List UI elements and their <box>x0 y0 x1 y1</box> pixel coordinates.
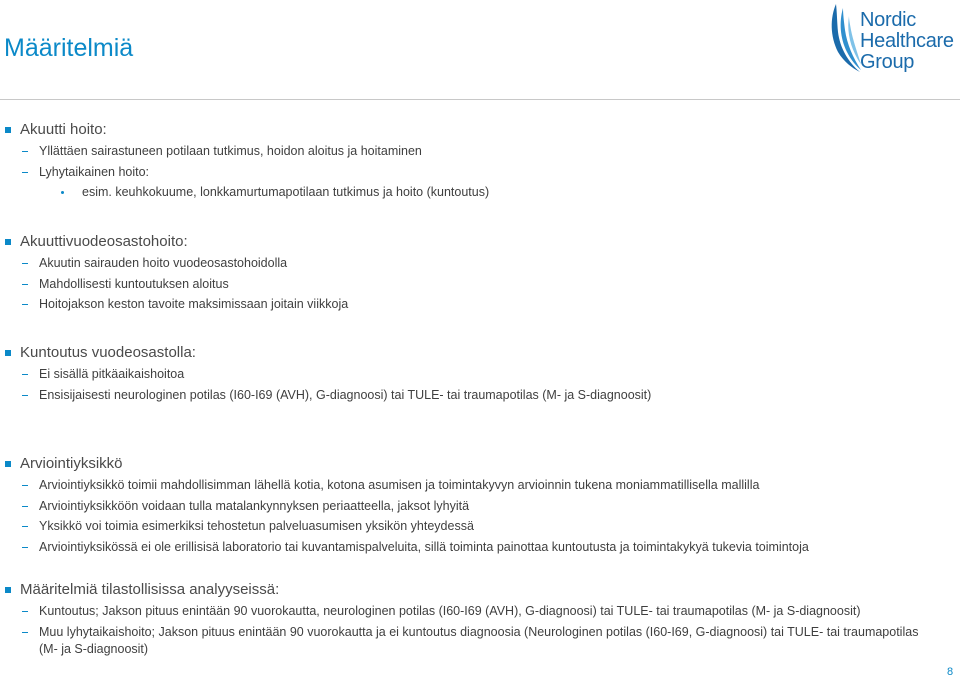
dash-bullet-icon <box>22 632 28 633</box>
section-akuutti-hoito <box>0 121 489 203</box>
dash-bullet-icon <box>22 284 28 285</box>
section-heading <box>0 344 651 364</box>
list-item: Arviointiyksikössä ei ole erillisisä laboratorio tai kuvantamispalveluita, sillä toiminta painottaa kuntoutusta ja toimintakykyä tukevia toimintoja <box>0 537 809 558</box>
square-bullet-icon <box>5 587 11 593</box>
list-item: Yksikkö voi toimia esimerkiksi tehostetun palveluasumisen yksikön yhteydessä <box>0 516 809 537</box>
dot-bullet-icon <box>61 191 64 194</box>
list-item: Yllättäen sairastuneen potilaan tutkimus, hoidon aloitus ja hoitaminen <box>0 141 489 162</box>
logo-text <box>860 10 954 73</box>
section-title: Akuutti hoito: <box>20 121 107 138</box>
section-title: Kuntoutus vuodeosastolla: <box>20 344 196 361</box>
square-bullet-icon <box>5 239 11 245</box>
section-title: Arviointiyksikkö <box>20 455 123 472</box>
leaf-swirl-icon <box>828 2 862 74</box>
dash-bullet-icon <box>22 263 28 264</box>
list-item: Kuntoutus; Jakson pituus enintään 90 vuorokautta, neurologinen potilas (I60-I69 (AVH), G-diagnoosi) tai TULE- tai traumapotilas (M- ja S-diagnoosit) <box>0 601 939 622</box>
dash-bullet-icon <box>22 395 28 396</box>
section-title: Akuuttivuodeosastohoito: <box>20 233 188 250</box>
list-item: Lyhytaikainen hoito: <box>0 162 489 183</box>
section-title: Määritelmiä tilastollisissa analyyseissä: <box>20 581 280 598</box>
logo-line-3: Group <box>860 51 915 73</box>
list-item: Arviointiyksikköön voidaan tulla matalankynnyksen periaatteella, jaksot lyhyitä <box>0 496 809 517</box>
list-item: Ensisijaisesti neurologinen potilas (I60-I69 (AVH), G-diagnoosi) tai TULE- tai traumapotilas (M- ja S-diagnoosit) <box>0 385 651 406</box>
logo-line-1: Nordic <box>860 9 916 31</box>
section-heading <box>0 581 939 601</box>
section-tilastolliset-maaritelmat <box>0 581 939 658</box>
list-item: Arviointiyksikkö toimii mahdollisimman lähellä kotia, kotona asumisen ja toimintakyvyn arvioinnin tukena moniammatillisella mallilla <box>0 475 809 496</box>
section-heading <box>0 455 809 475</box>
list-item: Akuutin sairauden hoito vuodeosastohoidolla <box>0 253 348 274</box>
dash-bullet-icon <box>22 172 28 173</box>
dash-bullet-icon <box>22 485 28 486</box>
section-arviointiyksikko <box>0 455 809 557</box>
dash-bullet-icon <box>22 304 28 305</box>
page-number: 8 <box>947 666 954 678</box>
section-heading <box>0 121 489 141</box>
list-item: Mahdollisesti kuntoutuksen aloitus <box>0 274 348 295</box>
page-title: Määritelmiä <box>4 34 134 62</box>
section-heading <box>0 233 348 253</box>
square-bullet-icon <box>5 127 11 133</box>
square-bullet-icon <box>5 461 11 467</box>
dash-bullet-icon <box>22 374 28 375</box>
logo-line-2: Healthcare <box>860 30 954 52</box>
list-item: Muu lyhytaikaishoito; Jakson pituus enintään 90 vuorokautta ja ei kuntoutus diagnoosia (Neurologinen potilas (I60-I69, G-diagnoosi) tai TULE- tai traumapotilas (M- ja S-diagnoosit) <box>0 622 939 658</box>
dash-bullet-icon <box>22 506 28 507</box>
list-item: Hoitojakson keston tavoite maksimissaan joitain viikkoja <box>0 294 348 315</box>
section-kuntoutus-vuodeosastolla <box>0 344 651 405</box>
square-bullet-icon <box>5 350 11 356</box>
sub-list-item: esim. keuhkokuume, lonkkamurtumapotilaan tutkimus ja hoito (kuntoutus) <box>0 182 489 203</box>
nordic-healthcare-group-logo <box>826 2 960 76</box>
dash-bullet-icon <box>22 547 28 548</box>
section-akuuttivuodeosastohoito <box>0 233 348 315</box>
header-divider <box>0 99 960 100</box>
dash-bullet-icon <box>22 611 28 612</box>
dash-bullet-icon <box>22 526 28 527</box>
list-item: Ei sisällä pitkäaikaishoitoa <box>0 364 651 385</box>
dash-bullet-icon <box>22 151 28 152</box>
